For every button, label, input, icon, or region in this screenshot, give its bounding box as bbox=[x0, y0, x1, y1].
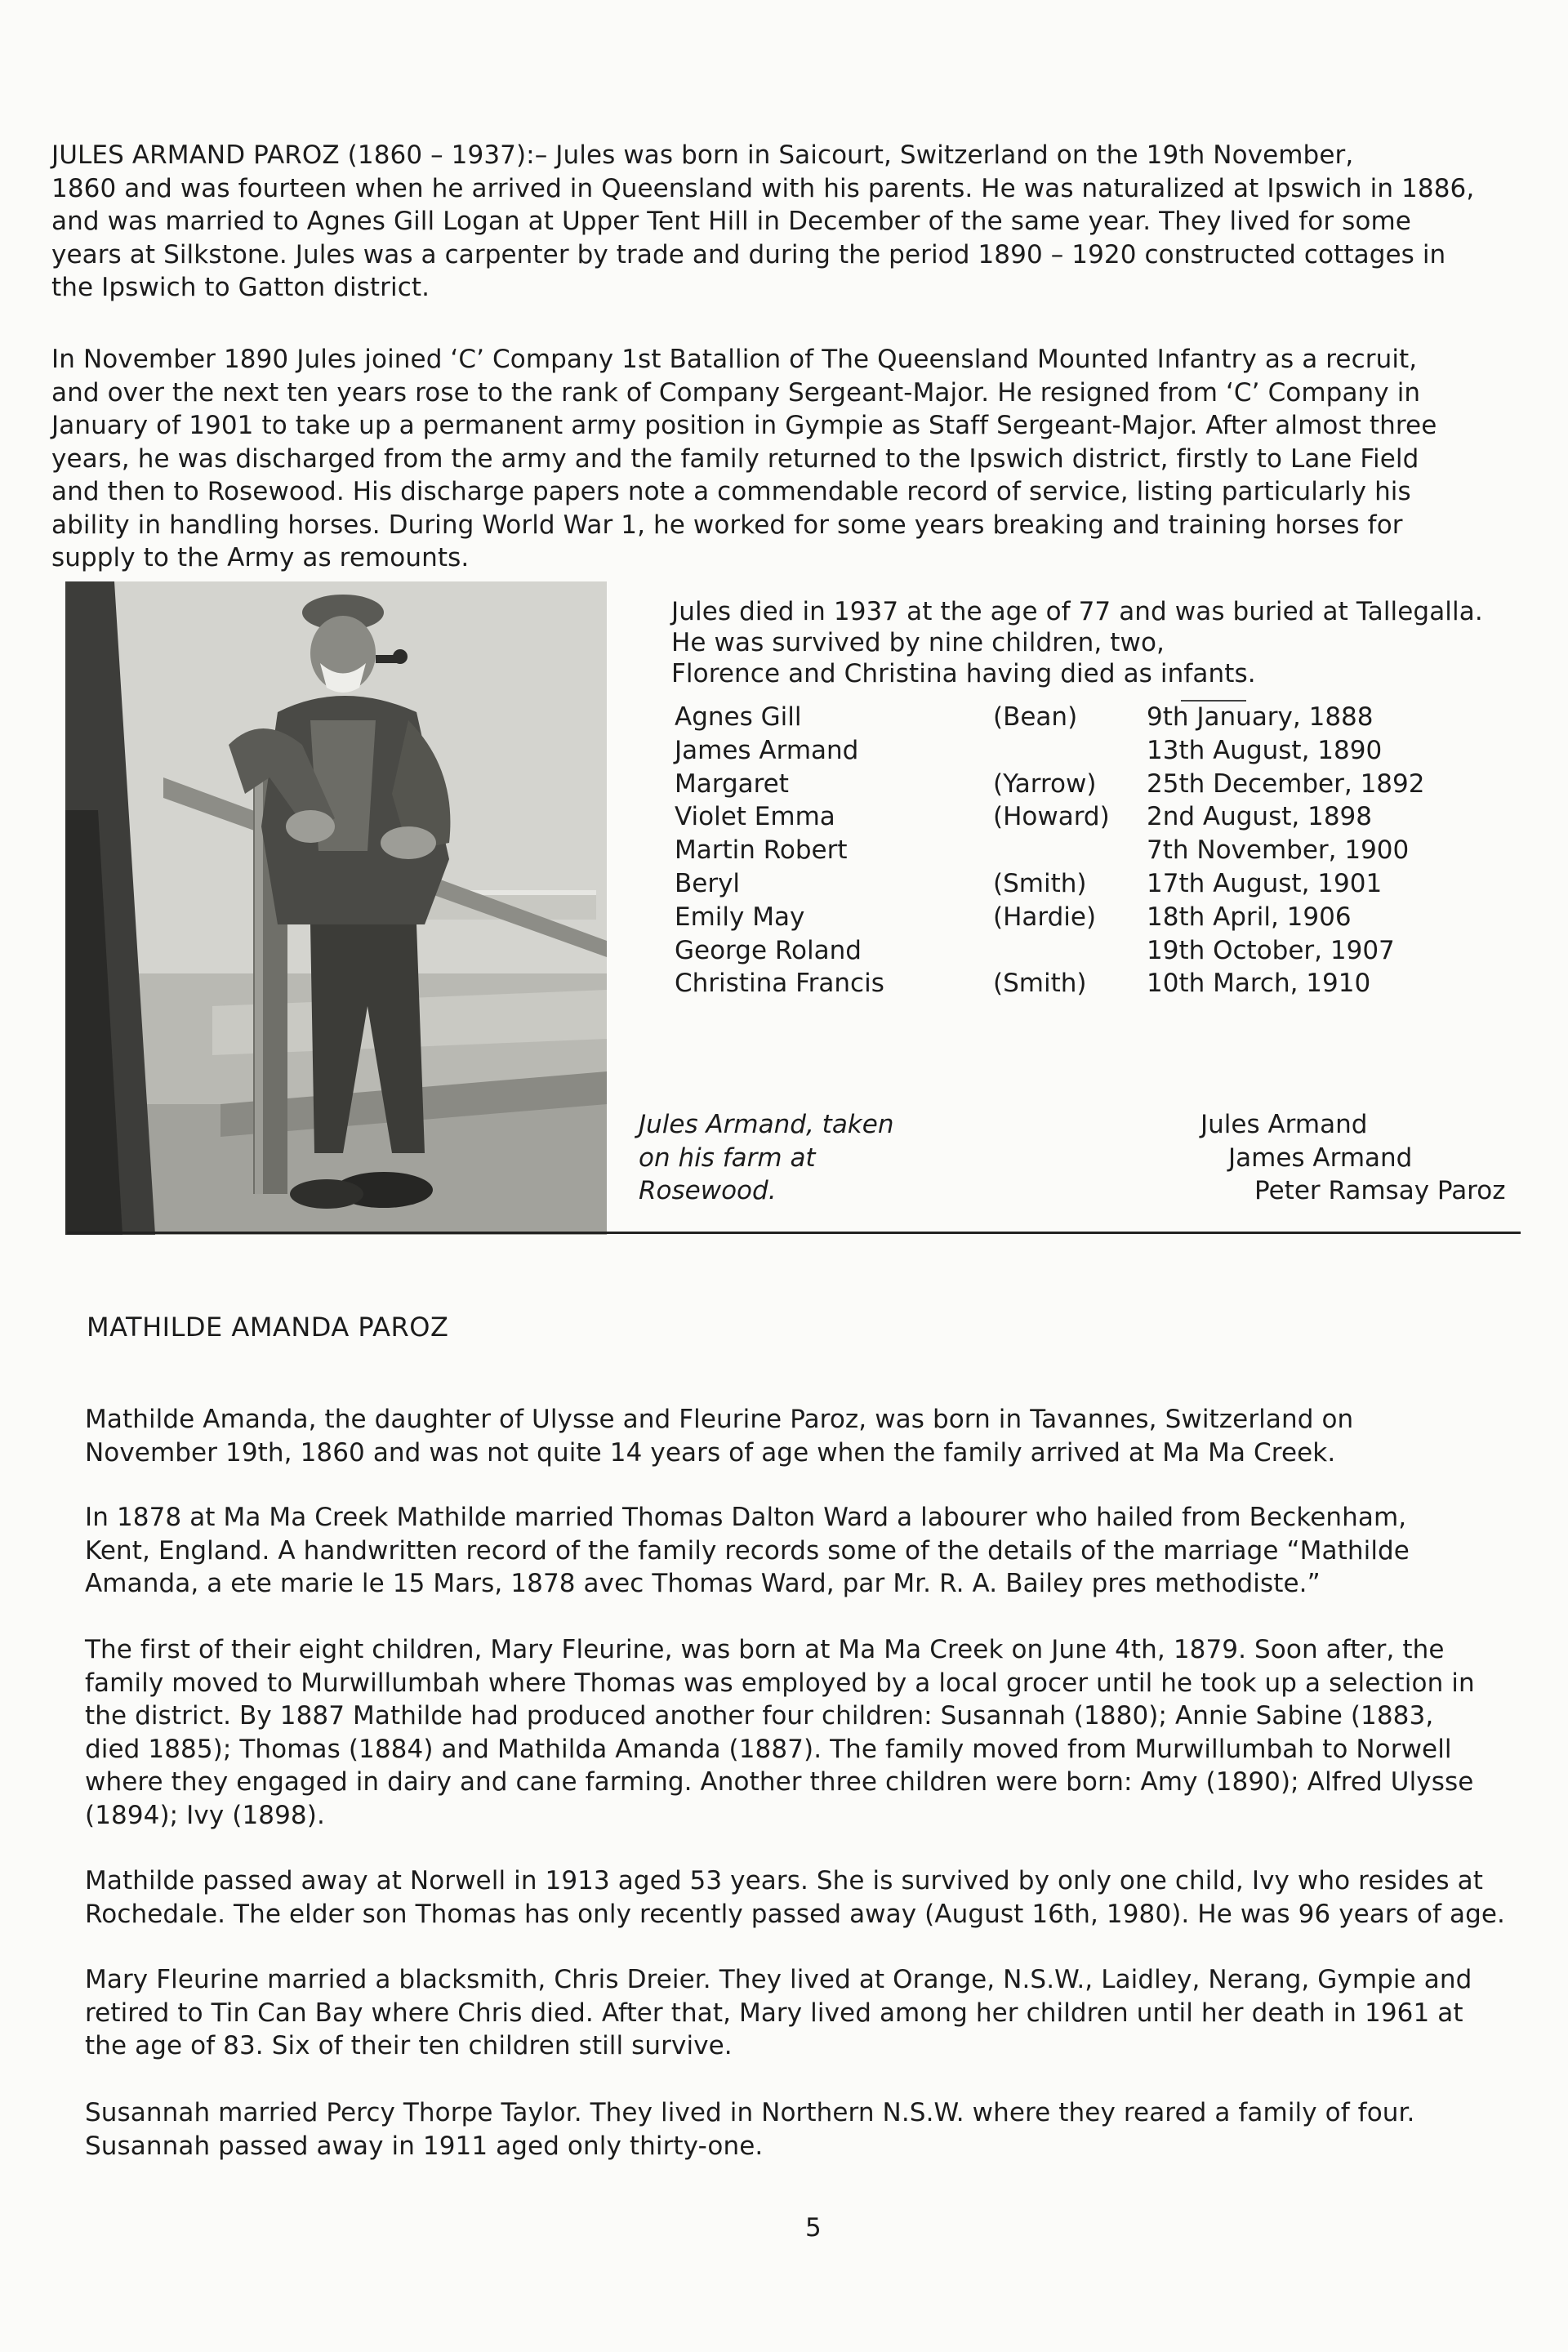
child-name: Martin Robert bbox=[675, 835, 848, 866]
child-row bbox=[675, 734, 1491, 768]
paragraph-line: JULES ARMAND PAROZ (1860 – 1937):– Jules was born in Saicourt, Switzerland on the 19th November, bbox=[51, 140, 1354, 170]
photo-caption-line: on his farm at bbox=[639, 1143, 816, 1173]
paragraph-line: the Ipswich to Gatton district. bbox=[51, 273, 430, 302]
child-name: Emily May bbox=[675, 902, 805, 932]
child-spouse: (Smith) bbox=[993, 969, 1087, 999]
child-birth-date: 7th November, 1900 bbox=[1147, 835, 1410, 866]
paragraph-line: died 1885); Thomas (1884) and Mathilda Amanda (1887). The family moved from Murwillumbah to Norwell bbox=[85, 1734, 1452, 1764]
child-spouse: (Bean) bbox=[993, 702, 1078, 732]
child-row bbox=[675, 701, 1491, 734]
child-row bbox=[675, 867, 1491, 901]
paragraph-line: Jules died in 1937 at the age of 77 and was buried at Tallegalla. bbox=[671, 597, 1483, 626]
child-spouse: (Hardie) bbox=[993, 902, 1097, 932]
paragraph-line: where they engaged in dairy and cane farming. Another three children were born: Amy (1890); Alfred Ulysse bbox=[85, 1767, 1474, 1797]
photo-caption-line: Jules Armand, taken bbox=[639, 1110, 894, 1139]
signature-name: Peter Ramsay Paroz bbox=[1254, 1176, 1506, 1205]
child-row bbox=[675, 768, 1491, 801]
child-row bbox=[675, 934, 1491, 968]
paragraph-line: years, he was discharged from the army and the family returned to the Ipswich district, firstly to Lane Field bbox=[51, 443, 1419, 474]
child-spouse: (Smith) bbox=[993, 868, 1087, 898]
child-name: Agnes Gill bbox=[675, 702, 802, 732]
section-title: MATHILDE AMANDA PAROZ bbox=[87, 1312, 449, 1343]
child-name: Beryl bbox=[675, 868, 741, 898]
paragraph-mathilde-children bbox=[85, 1633, 1475, 1832]
child-name: George Roland bbox=[675, 935, 862, 965]
paragraph-line: The first of their eight children, Mary Fleurine, was born at Ma Ma Creek on June 4th, 1879. Soon after, the bbox=[85, 1635, 1445, 1664]
jules-armand-photo bbox=[65, 581, 607, 1235]
paragraph-line: the district. By 1887 Mathilde had produced another four children: Susannah (1880); Annie Sabine (1883, bbox=[85, 1701, 1434, 1731]
paragraph-line: In 1878 at Ma Ma Creek Mathilde married Thomas Dalton Ward a labourer who hailed from Beckenham, bbox=[85, 1503, 1407, 1532]
children-list bbox=[675, 701, 1491, 1000]
child-birth-date: 10th March, 1910 bbox=[1147, 969, 1371, 999]
paragraph-line: Amanda, a ete marie le 15 Mars, 1878 avec Thomas Ward, par Mr. R. A. Bailey pres methodiste.” bbox=[85, 1569, 1321, 1598]
paragraph-jules-army bbox=[51, 343, 1437, 575]
paragraph-mathilde-marriage bbox=[85, 1501, 1410, 1601]
photo-caption bbox=[639, 1108, 893, 1208]
signature-name: Jules Armand bbox=[1200, 1110, 1368, 1139]
paragraph-line: Susannah passed away in 1911 aged only thirty-one. bbox=[85, 2131, 764, 2161]
child-birth-date: 19th October, 1907 bbox=[1147, 935, 1395, 965]
paragraph-line: Rochedale. The elder son Thomas has only recently passed away (August 16th, 1980). He was 96 years of age. bbox=[85, 1899, 1506, 1929]
signature-name: James Armand bbox=[1228, 1143, 1413, 1173]
child-birth-date: 18th April, 1906 bbox=[1147, 902, 1352, 932]
page-number: 5 bbox=[805, 2213, 822, 2243]
photo-caption-line: Rosewood. bbox=[639, 1176, 777, 1205]
paragraph-line: the age of 83. Six of their ten children still survive. bbox=[85, 2031, 733, 2060]
paragraph-line: Mathilde passed away at Norwell in 1913 aged 53 years. She is survived by only one child, Ivy who resides at bbox=[85, 1866, 1483, 1895]
paragraph-line: November 19th, 1860 and was not quite 14 years of age when the family arrived at Ma Ma Creek. bbox=[85, 1437, 1336, 1468]
child-spouse: (Howard) bbox=[993, 802, 1110, 832]
child-birth-date: 13th August, 1890 bbox=[1147, 735, 1383, 765]
paragraph-mathilde-death bbox=[85, 1864, 1505, 1931]
paragraph-jules-death bbox=[671, 596, 1483, 689]
child-row bbox=[675, 967, 1491, 1000]
child-row bbox=[675, 834, 1491, 867]
paragraph-mary-fleurine bbox=[85, 1963, 1472, 2063]
child-name: Christina Francis bbox=[675, 969, 884, 999]
paragraph-mathilde-birth bbox=[85, 1403, 1353, 1469]
paragraph-jules-intro bbox=[51, 139, 1474, 305]
child-row bbox=[675, 901, 1491, 934]
paragraph-line: and then to Rosewood. His discharge papers note a commendable record of service, listing particularly his bbox=[51, 477, 1411, 506]
paragraph-line: In November 1890 Jules joined ‘C’ Company 1st Batallion of The Queensland Mounted Infantry as a recruit, bbox=[51, 345, 1418, 374]
paragraph-line: (1894); Ivy (1898). bbox=[85, 1800, 325, 1830]
paragraph-line: January of 1901 to take up a permanent army position in Gympie as Staff Sergeant-Major. After almost three bbox=[51, 411, 1437, 440]
child-birth-date: 9th January, 1888 bbox=[1147, 702, 1374, 732]
paragraph-line: 1860 and was fourteen when he arrived in Queensland with his parents. He was naturalized at Ipswich in 1886, bbox=[51, 173, 1475, 203]
child-birth-date: 17th August, 1901 bbox=[1147, 868, 1383, 898]
section-divider bbox=[67, 1232, 1521, 1234]
paragraph-susannah bbox=[85, 2096, 1414, 2163]
paragraph-line: Mary Fleurine married a blacksmith, Chris Dreier. They lived at Orange, N.S.W., Laidley, Nerang, Gympie and bbox=[85, 1965, 1472, 1994]
child-row bbox=[675, 800, 1491, 834]
paragraph-line: He was survived by nine children, two, bbox=[671, 628, 1165, 657]
paragraph-line: Florence and Christina having died as infants. bbox=[671, 659, 1256, 688]
paragraph-line: supply to the Army as remounts. bbox=[51, 543, 470, 572]
paragraph-line: Mathilde Amanda, the daughter of Ulysse and Fleurine Paroz, was born in Tavannes, Switzerland on bbox=[85, 1405, 1354, 1434]
child-name: Violet Emma bbox=[675, 802, 835, 832]
child-name: Margaret bbox=[675, 768, 789, 799]
child-birth-date: 2nd August, 1898 bbox=[1147, 802, 1372, 832]
signature-block bbox=[1200, 1108, 1506, 1208]
paragraph-line: Susannah married Percy Thorpe Taylor. They lived in Northern N.S.W. where they reared a family of four. bbox=[85, 2098, 1415, 2127]
child-name: James Armand bbox=[675, 735, 859, 765]
paragraph-line: ability in handling horses. During World War 1, he worked for some years breaking and training horses for bbox=[51, 510, 1403, 540]
paragraph-line: years at Silkstone. Jules was a carpenter by trade and during the period 1890 – 1920 constructed cottages in bbox=[51, 239, 1446, 270]
child-spouse: (Yarrow) bbox=[993, 768, 1097, 799]
child-birth-date: 25th December, 1892 bbox=[1147, 768, 1425, 799]
paragraph-line: and over the next ten years rose to the rank of Company Sergeant-Major. He resigned from ‘C’ Company in bbox=[51, 377, 1421, 408]
paragraph-line: and was married to Agnes Gill Logan at Upper Tent Hill in December of the same year. They lived for some bbox=[51, 207, 1411, 236]
paragraph-line: retired to Tin Can Bay where Chris died. After that, Mary lived among her children until her death in 1961 at bbox=[85, 1998, 1463, 2028]
paragraph-line: Kent, England. A handwritten record of the family records some of the details of the marriage “Mathilde bbox=[85, 1535, 1410, 1566]
paragraph-line: family moved to Murwillumbah where Thomas was employed by a local grocer until he took up a selection in bbox=[85, 1668, 1475, 1698]
